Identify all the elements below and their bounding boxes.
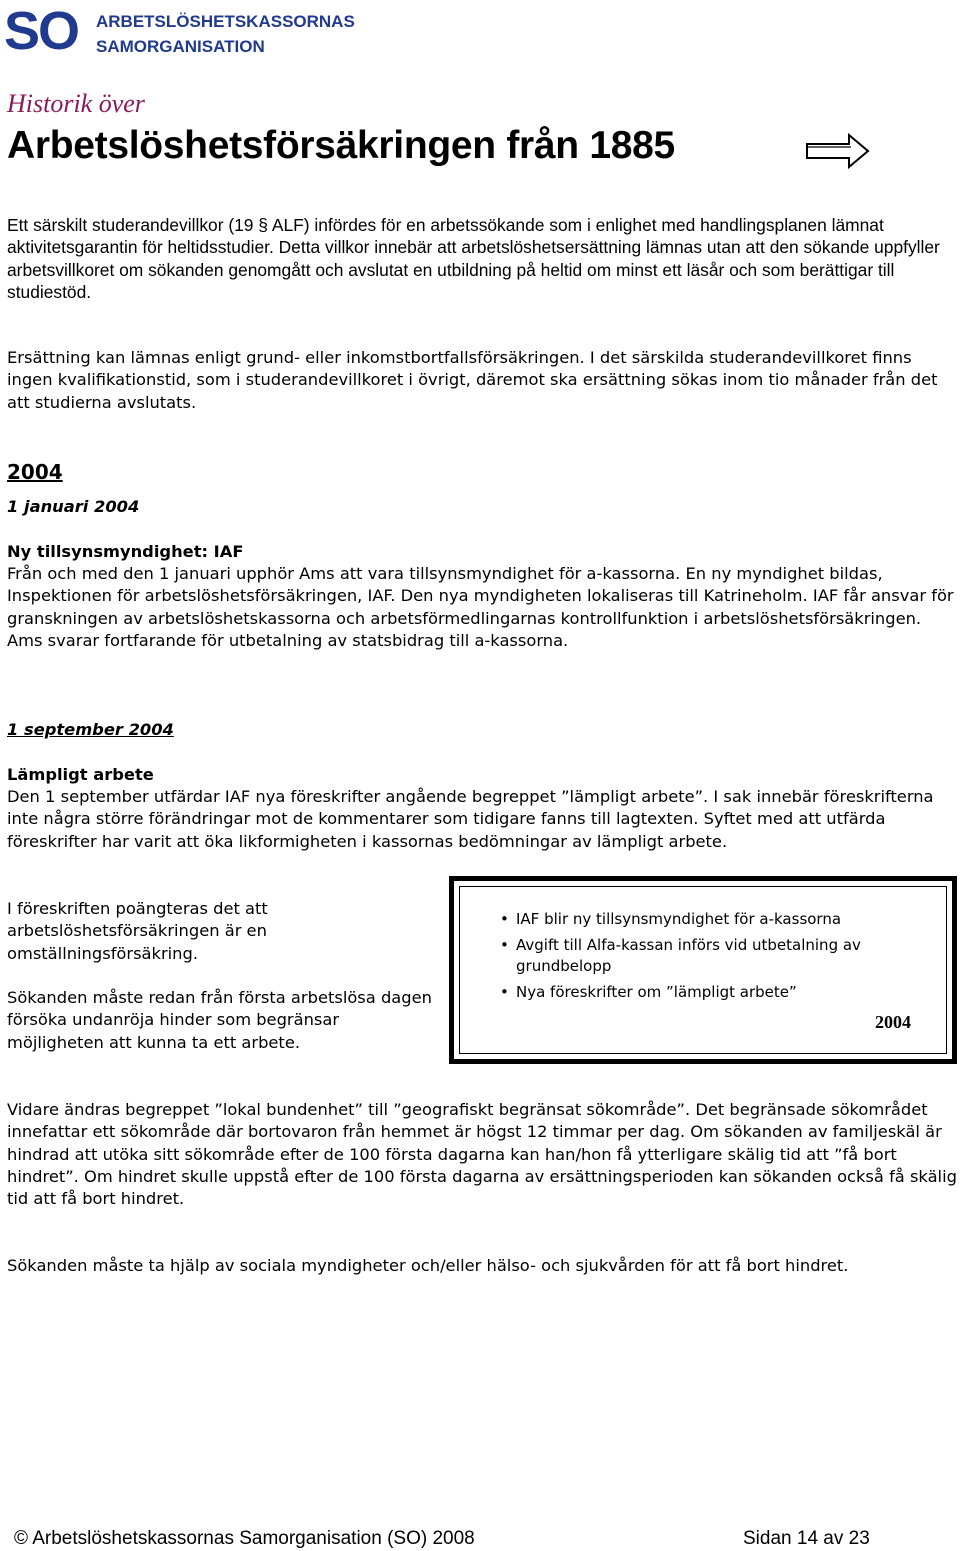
footer-copyright: © Arbetslöshetskassornas Samorganisation (SO) 2008 xyxy=(14,1528,475,1549)
logo-mark: SO xyxy=(4,1,79,61)
logo-line-1: ARBETSLÖSHETSKASSORNAS xyxy=(96,12,355,31)
section-year: 2004 xyxy=(7,460,63,484)
heading-suitable-work: Lämpligt arbete xyxy=(7,765,154,784)
paragraph-suitable-work: Den 1 september utfärdar IAF nya föreskrifter angående begreppet ”lämpligt arbete”. I sak innebär föreskrifterna inte några större förändringar mot de kommentarer som tidigare fanns till lagtexten. Syftet med att utfärda föreskrifter har varit att öka likformigheten i kassornas bedömningar av lämpligt arbete. xyxy=(7,787,934,851)
title-kicker: Historik över xyxy=(7,89,145,118)
summary-item: • Nya föreskrifter om ”lämpligt arbete” xyxy=(500,982,920,1003)
paragraph-emphasis: I föreskriften poängteras det att arbetslöshetsförsäkringen är en omställningsförsäkring. xyxy=(7,899,268,963)
paragraph-new-authority: Från och med den 1 januari upphör Ams att vara tillsynsmyndighet för a-kassorna. En ny myndighet bildas, Inspektionen för arbetslöshetsförsäkringen, IAF. Den nya myndigheten lokaliseras till Katrineholm. IAF får ansvar för granskningen av arbetslöshetskassorna och arbetsförmedlingarnas kontrollfunktion i arbetslöshetsförsäkringen. Ams svarar fortfarande för utbetalning av statsbidrag till a-kassorna. xyxy=(7,564,954,650)
footer-page-number: Sidan 14 av 23 xyxy=(743,1528,870,1549)
summary-item: • IAF blir ny tillsynsmyndighet för a-kassorna xyxy=(500,909,920,930)
summary-box-year: 2004 xyxy=(875,1012,911,1032)
logo-line-2: SAMORGANISATION xyxy=(96,37,265,56)
date-heading-january: 1 januari 2004 xyxy=(7,497,140,516)
paragraph-first-day: Sökanden måste redan från första arbetslösa dagen försöka undanröja hinder som begränsar möjligheten att kunna ta ett arbete. xyxy=(7,988,432,1052)
paragraph-search-area: Vidare ändras begreppet ”lokal bundenhet” till ”geografiskt begränsat sökområde”. Det begränsade sökområdet innefattar ett sökområde där bortovaron från hemmet är högst 12 timmar per dag. Om sökanden av familjeskäl är hindrad att utöka sitt sökområde efter de 100 första dagarna kan han/hon få ytterligare skälig tid att ”få bort hindret”. Om hindret skulle uppstå efter de 100 första dagarna av ersättningsperioden kan sökanden också få skälig tid att få bort hindret. xyxy=(7,1100,957,1209)
intro-paragraph-2: Ersättning kan lämnas enligt grund- eller inkomstbortfallsförsäkringen. I det särskilda studerandevillkoret finns ingen kvalifikationstid, som i studerandevillkoret i övrigt, däremot ska ersättning sökas inom tio månader från det att studierna avslutats. xyxy=(7,348,938,412)
page-title: Arbetslöshetsförsäkringen från 1885 xyxy=(7,124,675,167)
arrow-right-icon xyxy=(805,132,871,174)
paragraph-social-help: Sökanden måste ta hjälp av sociala myndigheter och/eller hälso- och sjukvården för att få bort hindret. xyxy=(7,1256,849,1275)
summary-list xyxy=(500,909,920,1008)
intro-paragraph-1: Ett särskilt studerandevillkor (19 § ALF) infördes för en arbetssökande som i enlighet med handlingsplanen lämnat aktivitetsgarantin för heltidsstudier. Detta villkor innebär att arbetslöshetsersättning lämnas utan att den sökande uppfyller arbetsvillkoret om sökanden genomgått och avslutat en utbildning på heltid om minst ett läsår och som berättigar till studiestöd. xyxy=(7,215,940,302)
summary-item: • Avgift till Alfa-kassan införs vid utbetalning av grundbelopp xyxy=(500,935,920,977)
summary-box xyxy=(449,876,957,1064)
date-heading-september: 1 september 2004 xyxy=(7,720,174,739)
heading-new-authority: Ny tillsynsmyndighet: IAF xyxy=(7,542,244,561)
summary-box-inner xyxy=(459,886,947,1054)
